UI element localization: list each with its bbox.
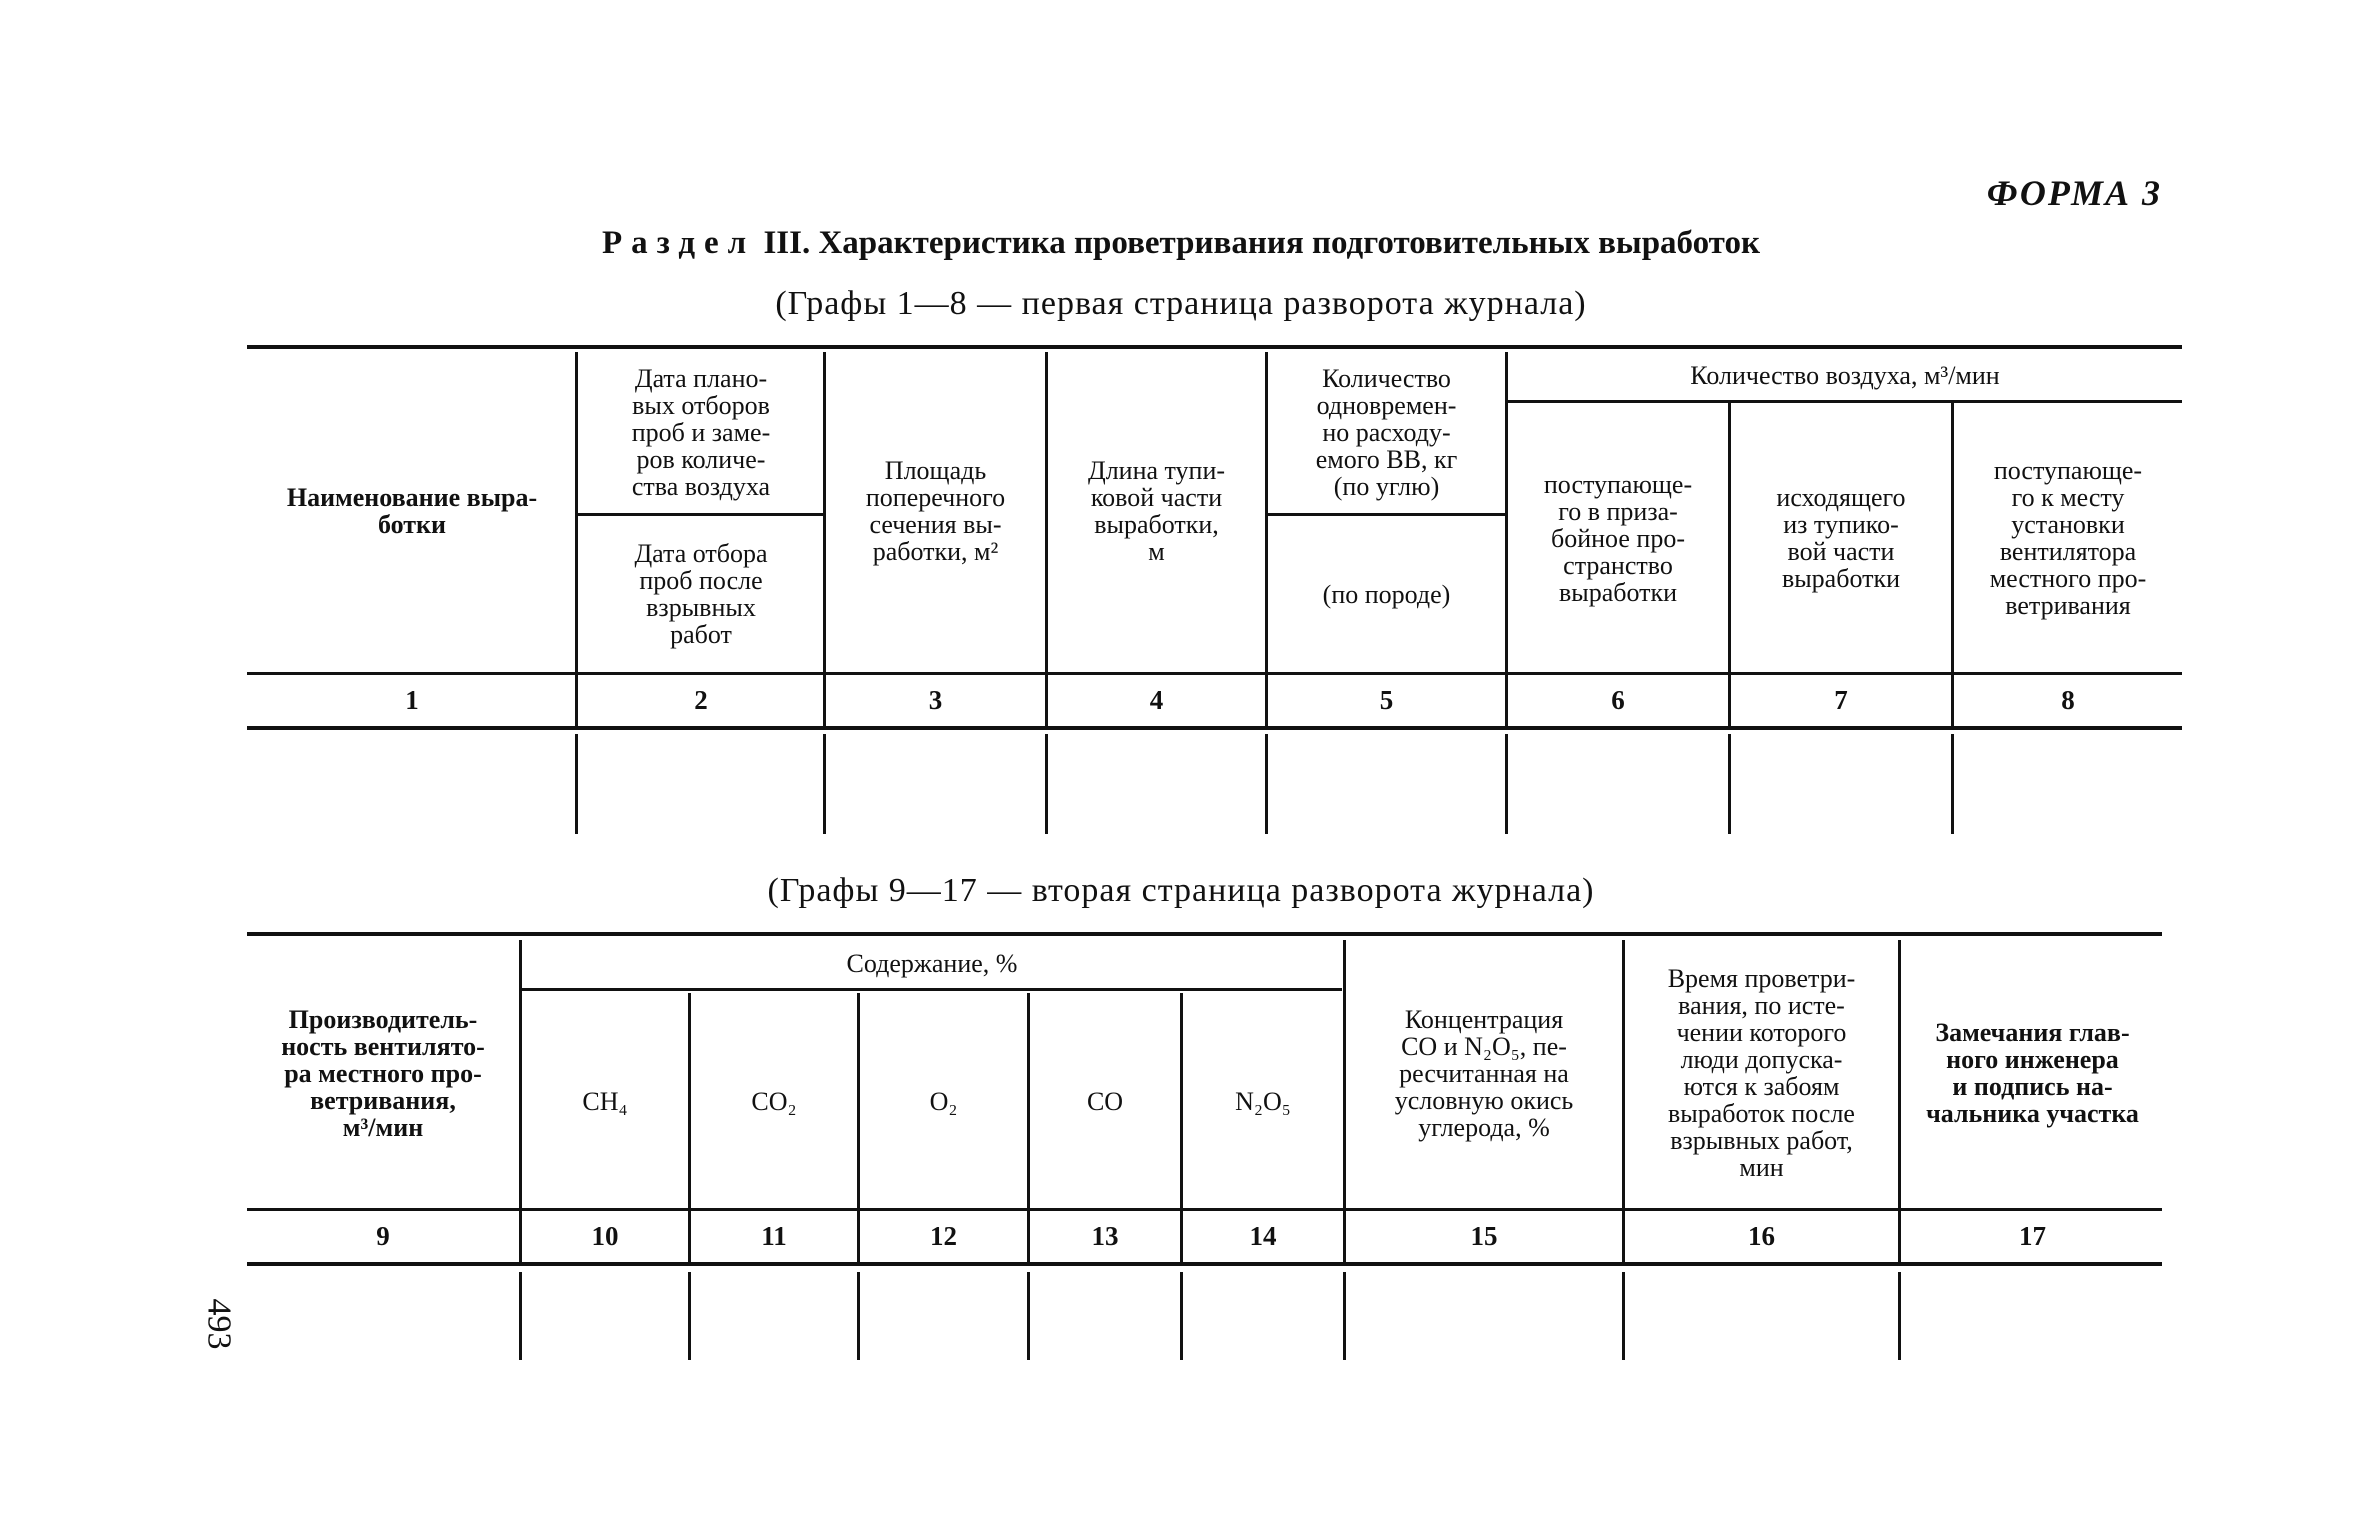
table2-header-col12: O₂ (929, 1086, 958, 1116)
table1-header-col2-bottom: Дата отбора проб после взрывных работ (634, 539, 768, 649)
table1-header-col7: исходящего из тупико- вой части выработки (1776, 483, 1906, 593)
table2-numbers-bottom-rule (247, 1262, 2162, 1266)
table2-header-col15: Концентрация CO и N₂O₅, пе- ресчитанная на условную окись углерода, % (1394, 1004, 1574, 1142)
table2-header-col13: CO (1086, 1086, 1124, 1116)
table2-vline-4 (1027, 993, 1030, 1262)
table2-vline-2 (688, 993, 691, 1262)
table1-header-col4: Длина тупи- ковой части выработки, м (1087, 456, 1226, 566)
table1-header-bottom-rule (247, 672, 2182, 675)
table1-colnum-5: 5 (1379, 685, 1394, 715)
table1-vline-4 (1265, 352, 1268, 726)
table2-colnum-17: 17 (2019, 1221, 2046, 1251)
table2-vline-1 (519, 940, 522, 1262)
subtitle-first-page: (Графы 1—8 — первая страница разворота журнала) (775, 285, 1587, 322)
table1-header-air-group: Количество воздуха, м³/мин (1690, 360, 2000, 390)
form-label: ФОРМА 3 (1986, 173, 2162, 213)
page-number: 493 (200, 1298, 238, 1350)
table1-header-col5-bottom: (по породе) (1322, 579, 1451, 609)
table1-header-col2-top: Дата плано- вых отборов проб и заме- ров количе- ства воздуха (631, 363, 771, 501)
table2-header-col17: Замечания глав- ного инженера и подпись на- чальника участка (1926, 1018, 2139, 1128)
table2-header-col16: Время проветри- вания, по исте- чении которого люди допуска- ются к забоям выработок после взрывных работ, мин (1667, 964, 1856, 1182)
table1-col5-split-rule (1268, 513, 1506, 516)
table1-colnum-3: 3 (928, 685, 943, 715)
table1-col2-split-rule (578, 513, 826, 516)
table2-vline-7 (1622, 940, 1625, 1262)
table1-header-col5-top: Количество одновремен- но расходу- емого ВВ, кг (по углю) (1315, 363, 1458, 501)
table2-header-col14: N₂O₅ (1235, 1086, 1291, 1116)
table1-vline-1 (575, 352, 578, 726)
table1-row-vline-5 (1505, 734, 1508, 834)
table2-colnum-16: 16 (1748, 1221, 1775, 1251)
table1-row-vline-2 (823, 734, 826, 834)
table2-colnum-15: 15 (1470, 1221, 1498, 1251)
table1-numbers-bottom-rule (247, 726, 2182, 730)
table2-vline-6 (1343, 940, 1346, 1262)
table2-row-vline-1 (519, 1272, 522, 1360)
subtitle-second-page: (Графы 9—17 — вторая страница разворота журнала) (767, 872, 1595, 909)
table2-colnum-11: 11 (761, 1221, 787, 1251)
table1-top-rule (247, 345, 2182, 349)
table1-header-col3: Площадь поперечного сечения вы- работки, м² (865, 456, 1006, 566)
table1-header-col6: поступающе- го в приза- бойное про- странство выработки (1543, 469, 1693, 607)
table2-header-col11: CO₂ (751, 1086, 797, 1116)
table1-vline-2 (823, 352, 826, 726)
table1-vline-7 (1951, 403, 1954, 726)
table1-colnum-4: 4 (1149, 685, 1164, 715)
table1-row-vline-6 (1728, 734, 1731, 834)
table1-header-col1: Наименование выра- ботки (286, 483, 538, 539)
table2-colnum-13: 13 (1091, 1221, 1119, 1251)
section-word: Раздел (602, 225, 756, 261)
table2-colnum-9: 9 (376, 1221, 390, 1251)
table1-row-vline-4 (1265, 734, 1268, 834)
table1-row-vline-7 (1951, 734, 1954, 834)
table1-vline-6 (1728, 403, 1731, 726)
table2-vline-8 (1898, 940, 1901, 1262)
table2-colnum-12: 12 (930, 1221, 957, 1251)
table1-air-group-rule (1507, 400, 2182, 403)
table2-row-vline-5 (1180, 1272, 1183, 1360)
table1-colnum-7: 7 (1834, 685, 1848, 715)
table1-colnum-6: 6 (1611, 685, 1625, 715)
section-title-text: III. Характеристика проветривания подготовительных выработок (763, 225, 1760, 261)
table2-row-vline-8 (1898, 1272, 1901, 1360)
table2-vline-3 (857, 993, 860, 1262)
section-title (0, 225, 2362, 262)
table2-colnum-10: 10 (591, 1221, 619, 1251)
table2-content-group-rule (522, 988, 1342, 991)
table1-vline-3 (1045, 352, 1048, 726)
table2-header-col9: Производитель- ность вентилято- ра местного про- ветривания, м³/мин (281, 1004, 485, 1142)
table2-row-vline-6 (1343, 1272, 1346, 1360)
table1-row-vline-3 (1045, 734, 1048, 834)
table2-row-vline-2 (688, 1272, 691, 1360)
table2-vline-5 (1180, 993, 1183, 1262)
table2-header-content-group: Содержание, % (846, 948, 1018, 978)
table1-colnum-2: 2 (694, 685, 708, 715)
table1-row-vline-1 (575, 734, 578, 834)
table1-colnum-8: 8 (2061, 685, 2075, 715)
table2-header-bottom-rule (247, 1208, 2162, 1211)
table2-header-col10: CH₄ (582, 1086, 628, 1116)
table2-row-vline-3 (857, 1272, 860, 1360)
table2-colnum-14: 14 (1249, 1221, 1277, 1251)
table2-row-vline-4 (1027, 1272, 1030, 1360)
table1-header-col8: поступающе- го к месту установки вентилятора местного про- ветривания (1989, 456, 2147, 620)
table2-top-rule (247, 932, 2162, 936)
table1-vline-5 (1505, 352, 1508, 726)
table2-row-vline-7 (1622, 1272, 1625, 1360)
table1-colnum-1: 1 (405, 685, 419, 715)
